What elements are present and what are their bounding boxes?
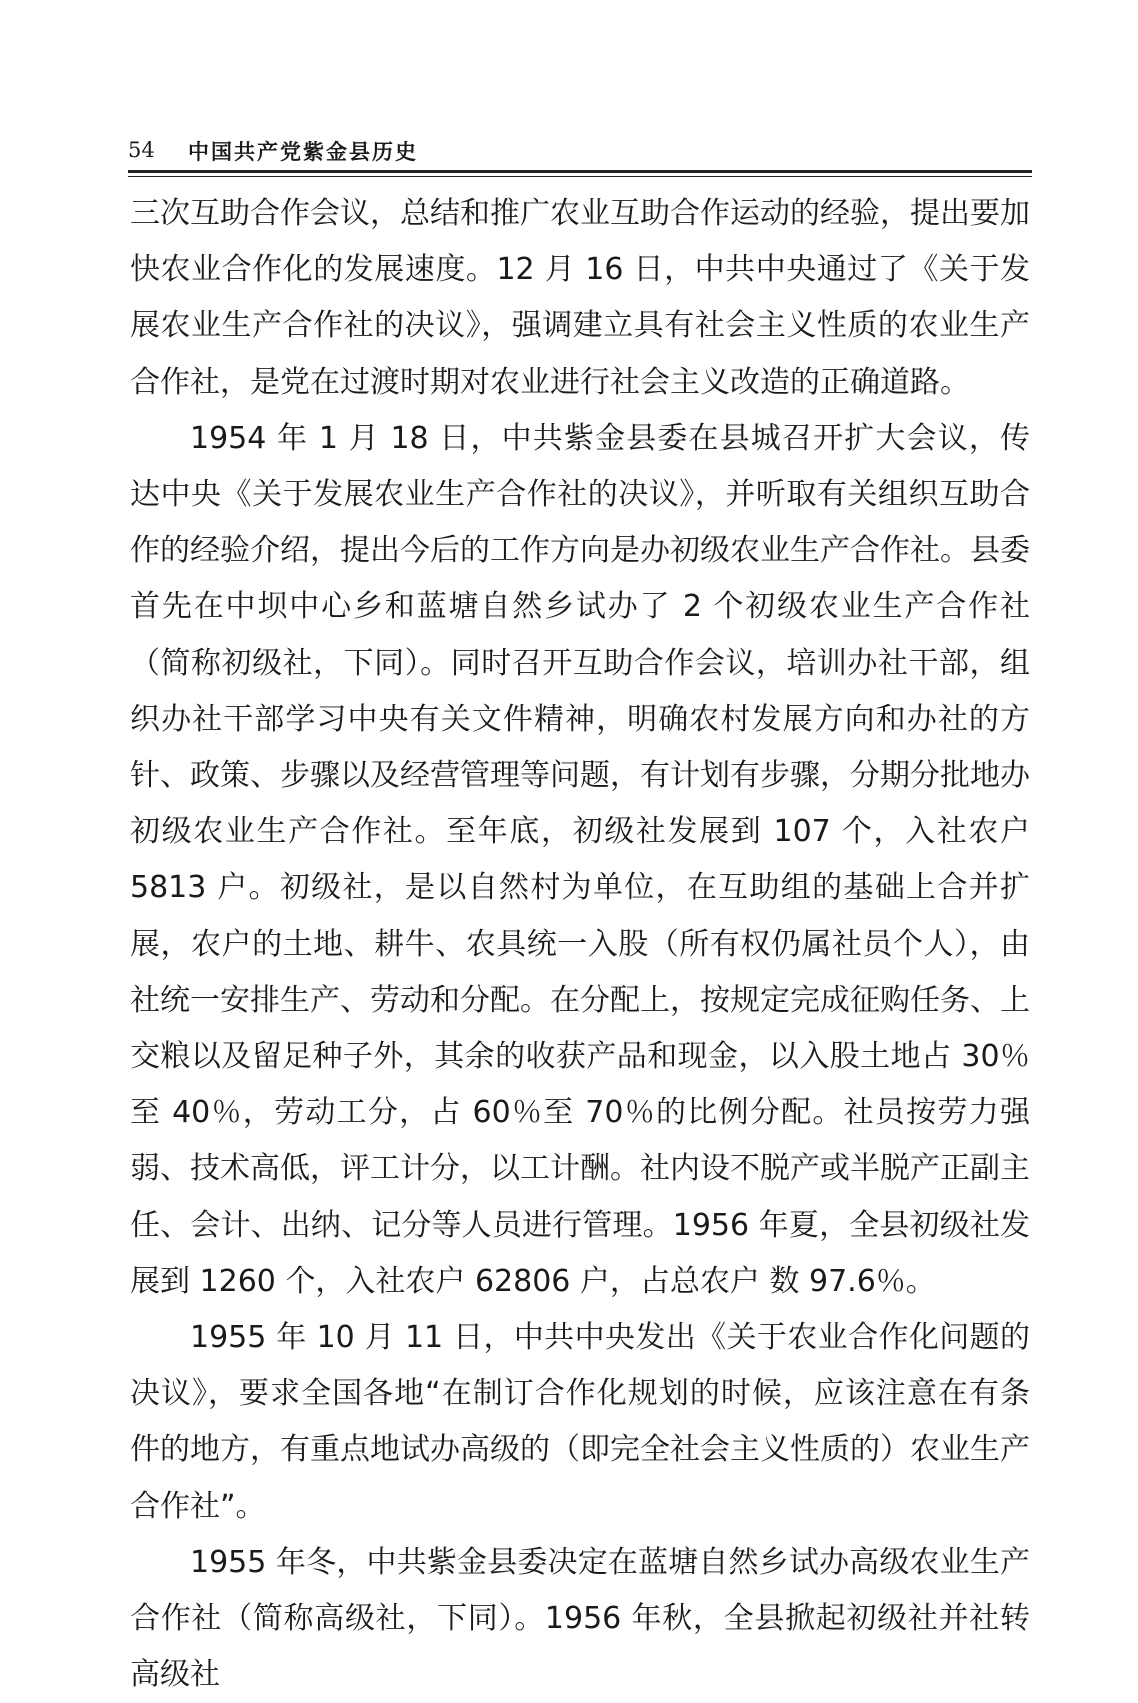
page-header [128,130,1032,170]
paragraph-1954: 1954 年 1 月 18 日，中共紫金县委在县城召开扩大会议，传达中央《关于发展农业生产合作社的决议》，并听取有关组织互助合作的经验介绍，提出今后的工作方向是办初级农业生产合作社。县委首先在中坝中心乡和蓝塘自然乡试办了 2 个初级农业生产合作社（简称初级社，下同）。同时召开互助合作会议，培训办社干部，组织办社干部学习中央有关文件精神，明确农村发展方向和办社的方针、政策、步骤以及经营管理等问题，有计划有步骤，分期分批地办初级农业生产合作社。至年底，初级社发展到 107 个，入社农户 5813 户。初级社，是以自然村为单位，在互助组的基础上合并扩展，农户的土地、耕牛、农具统一入股（所有权仍属社员个人），由社统一安排生产、劳动和分配。在分配上，按规定完成征购任务、上交粮以及留足种子外，其余的收获产品和现金，以入股土地占 30％至 40％，劳动工分，占 60％至 70％的比例分配。社员按劳力强弱、技术高低，评工计分，以工计酬。社内设不脱产或半脱产正副主任、会计、出纳、记分等人员进行管理。1956 年夏，全县初级社发展到 1260 个，入社农户 62806 户，占总农户 数 97.6％。 [130,420,1030,1299]
paragraph-1955-winter: 1955 年冬，中共紫金县委决定在蓝塘自然乡试办高级农业生产合作社（简称高级社，下同）。1956 年秋，全县掀起初级社并社转高级社 [130,1544,1030,1693]
body-text [130,186,1030,1703]
header-rule-thin [128,176,1032,177]
book-title: 中国共产党紫金县历史 [188,140,418,164]
paragraph-1955-october: 1955 年 10 月 11 日，中共中央发出《关于农业合作化问题的决议》，要求全国各地“在制订合作化规划的时候，应该注意在有条件的地方，有重点地试办高级的（即完全社会主义性质的）农业生产合作社”。 [130,1320,1030,1524]
page-number: 54 [128,138,155,162]
header-rule-thick [128,170,1032,173]
paragraph-continuation: 三次互助合作会议，总结和推广农业互助合作运动的经验，提出要加快农业合作化的发展速度。12 月 16 日，中共中央通过了《关于发展农业生产合作社的决议》，强调建立具有社会主义性质的农业生产合作社，是党在过渡时期对农业进行社会主义改造的正确道路。 [130,196,1030,400]
